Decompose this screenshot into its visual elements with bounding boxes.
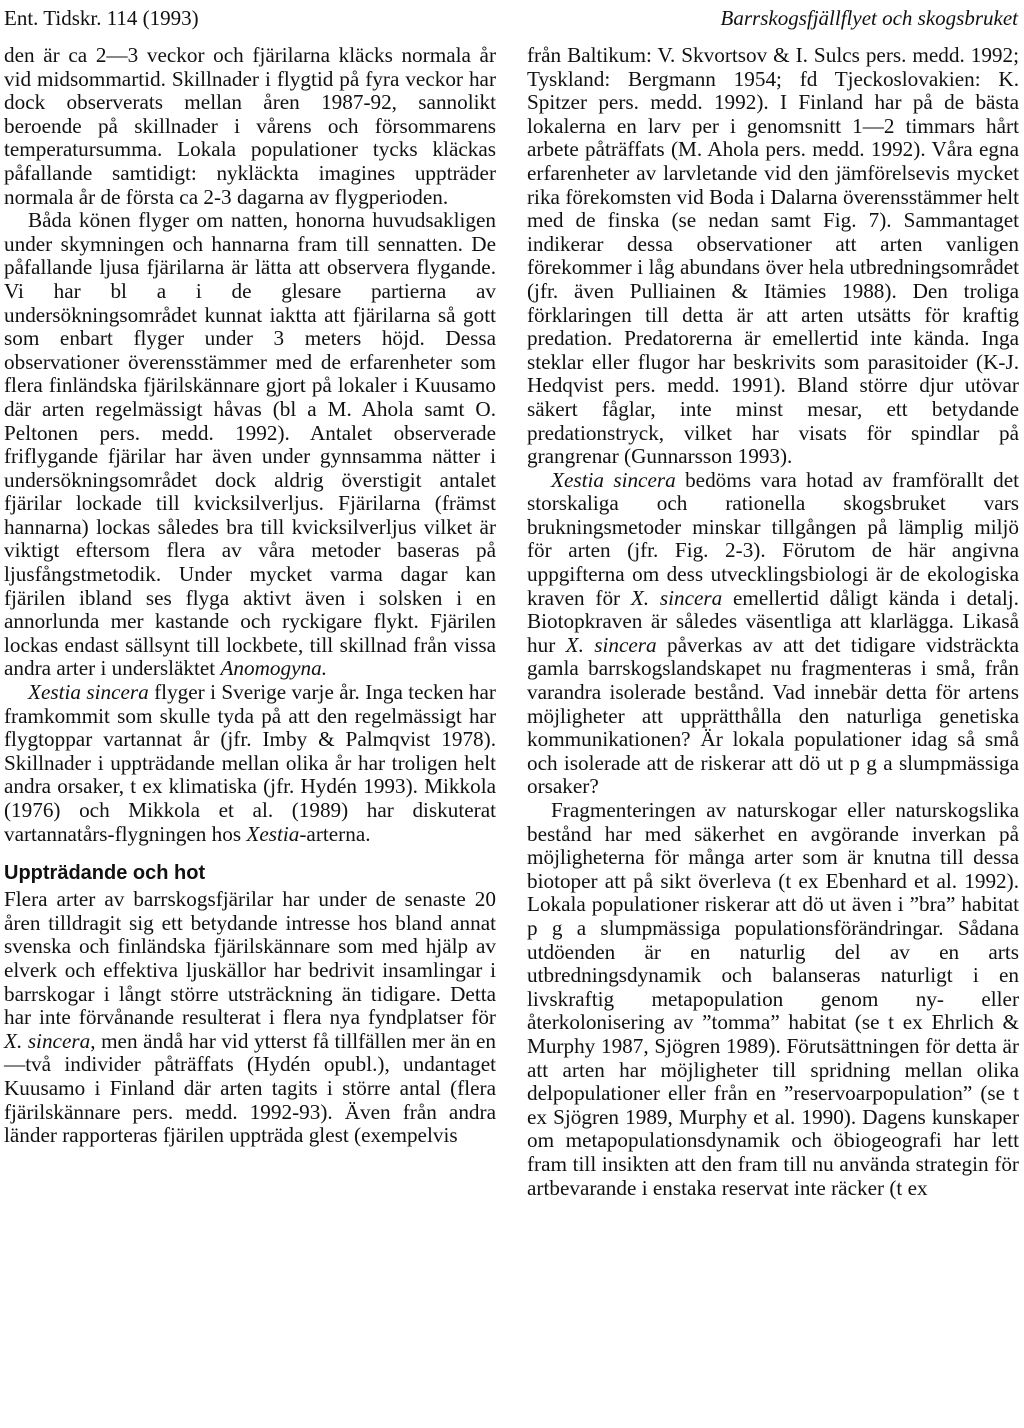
- paragraph-abundance: från Baltikum: V. Skvortsov & I. Sulcs pers. medd. 1992; Tyskland: Bergmann 1954; fd Tjeckoslovakien: K. Spitzer pers. medd. 1992). I Finland har på de bästa lokalerna en larv per i genomsnitt 1—2 timmars hårt arbete påträffats (M. Ahola pers. medd. 1992). Våra egna erfarenheter av larvletande vid den jämförelsevis mycket rika förekomsten vid Boda i Dalarna överensstämmer helt med de finska (se nedan samt Fig. 7). Sammantaget indikerar dessa observationer att arten vanligen förekommer i låg abundans över hela utbredningsområdet (jfr. även Pulliainen & Itämies 1988). Den troliga förklaringen till detta är att arten utsätts för kraftig predation. Predatorerna är emellertid inte kända. Inga steklar eller flugor har beskrivits som parasitoider (K-J. Hedqvist pers. medd. 1991). Bland större djur utövar säkert fåglar, inte minst mesar, ett betydande predationstryck, vilket har visats för spindlar på grangrenar (Gunnarsson 1993).: [527, 43, 1019, 469]
- species-name: Xestia sincera: [28, 680, 149, 705]
- paragraph-text: emellertid dåligt kända i detalj. Biotopkraven är således väsentliga att klarlägga. Likaså hur: [527, 585, 1019, 657]
- left-column: [4, 44, 496, 1148]
- paragraph-annual-flight: [4, 681, 496, 846]
- paragraph-text: flyger i Sverige varje år. Inga tecken har framkommit som skulle tyda på att den regelmässigt har flygtoppar vartannat år (jfr. Imby & Palmqvist 1978). Skillnader i uppträdande mellan olika år har troligen helt andra orsaker, t ex klimatiska (jfr. Hydén 1993). Mikkola (1976) och Mikkola et al. (1989) har diskuterat vartannatårs-flygningen hos: [4, 680, 496, 846]
- running-head: [4, 6, 1018, 30]
- paragraph-text: Flera arter av barrskogsfjärilar har under de senaste 20 åren tilldragit sig ett betydande intresse hos bland annat svenska och finländska fjärilskännare som med hjälp av elverk och effektiva ljuskällor har bedrivit insamlingar i barrskogar i långt större utsträckning än tidigare. Detta har inte förvånande resulterat i flera nya fyndplatser för: [4, 887, 496, 1030]
- paragraph-flight-timing: den är ca 2—3 veckor och fjärilarna kläcks normala år vid midsommartid. Skillnader i flygtid på fyra veckor har dock observerats mellan åren 1987-92, sannolikt beroende på skillnader i vårens och försommarens temperatursumma. Lokala populationer tycks kläckas påfallande samtidigt: nykläckta imagines uppträder normala år de första ca 2-3 dagarna av flygperioden.: [4, 43, 496, 209]
- species-name: X. sincera: [630, 585, 723, 610]
- journal-citation: Ent. Tidskr. 114 (1993): [4, 6, 199, 30]
- paragraph-text: , men ändå har vid ytterst få tillfällen mer än en—två individer påträffats (Hydén opubl.), undantaget Kuusamo i Finland där arten tagits i större antal (flera fjärilskännare pers. medd. 1992-93). Även från andra länder rapporteras fjärilen uppträda glest (exempelvis: [4, 1028, 496, 1148]
- species-name: X. sincera: [4, 1028, 91, 1053]
- subgenus-name: Anomogyna.: [220, 656, 327, 681]
- article-short-title: Barrskogsfjällflyet och skogsbruket: [720, 6, 1018, 30]
- paragraph-text: Båda könen flyger om natten, honorna huvudsakligen under skymningen och hannarna fram till sennatten. De påfallande ljusa fjärilarna är lätta att observera flygande. Vi har bl a i de glesare partierna av undersökningsområdet kunnat iaktta att fjärilarna så gott som enbart flyger under 3 meters höjd. Dessa observationer överensstämmer med de erfarenheter som flera finländska fjärilskännare gjort på lokaler i Kuusamo där arten regelmässigt håvas (bl a M. Ahola samt O. Peltonen pers. medd. 1992). Antalet observerade friflygande fjärilar har även under gynnsamma nätter i undersökningsområdet dock aldrig överstigit antalet fjärilar lockade till kvicksilverljus. Fjärilarna (främst hannarna) lockas således bra till kvicksilverljus vilket är viktigt eftersom flera av våra metoder baseras på ljusfångstmetodik. Under mycket varma dagar kan fjärilen ibland ses flyga aktivt även i solsken i en annorlunda mer kastande och ryckigare flykt. Fjärilen lockas endast sällsynt till lockbete, till skillnad från vissa andra arter i undersläktet: [4, 208, 496, 681]
- paragraph-text: påverkas av att det tidigare vidsträckta gamla barrskogslandskapet nu fragmenteras i små, från varandra isolerade bestånd. Vad innebär detta för artens möjligheter att upprätthålla den naturliga genetiska kommunikationen? Är lokala populationer idag så små och isolerade att de riskerar att dö ut p g a slumpmässiga orsaker?: [527, 632, 1019, 799]
- paragraph-threats: [527, 469, 1019, 799]
- paragraph-nocturnal-flight: [4, 209, 496, 681]
- paragraph-fragmentation: Fragmenteringen av naturskogar eller naturskogslika bestånd har med säkerhet en avgörande inverkan på möjligheterna för många arter som är knutna till dessa biotoper att på sikt överleva (t ex Ebenhard et al. 1992). Lokala populationer riskerar att dö ut även i ”bra” habitat p g a slumpmässiga populationsförändringar. Sådana utdöenden är en naturlig del av en arts utbredningsdynamik och balanseras naturligt i en livskraftig metapopulation genom ny- eller återkolonisering av ”tomma” habitat (se t ex Ehrlich & Murphy 1987, Sjögren 1989). Förutsättningen för detta är att arten har möjligheter till spridning mellan olika delpopulationer eller från en ”reservoarpopulation” (se t ex Sjögren 1989, Murphy et al. 1990). Dagens kunskaper om metapopulationsdynamik och öbiogeografi har lett fram till insikten att den fram till nu använda strategin för artbevarande i enstaka reservat inte räcker (t ex: [527, 798, 1019, 1200]
- paragraph-text: -arterna.: [299, 821, 371, 846]
- paragraph-occurrence: [4, 888, 496, 1148]
- species-name: Xestia sincera: [551, 467, 676, 492]
- right-column: [527, 44, 1019, 1200]
- section-heading: Uppträdande och hot: [4, 862, 206, 885]
- genus-name: Xestia: [246, 821, 300, 846]
- species-name: X. sincera: [565, 632, 657, 657]
- paragraph-text: bedöms vara hotad av framförallt det storskaliga och rationella skogsbruket vars brukningsmetoder minskar tillgången på lämplig miljö för arten (jfr. Fig. 2-3). Förutom de här angivna uppgifterna om dess utvecklingsbiologi är de ekologiska kraven för: [527, 467, 1019, 610]
